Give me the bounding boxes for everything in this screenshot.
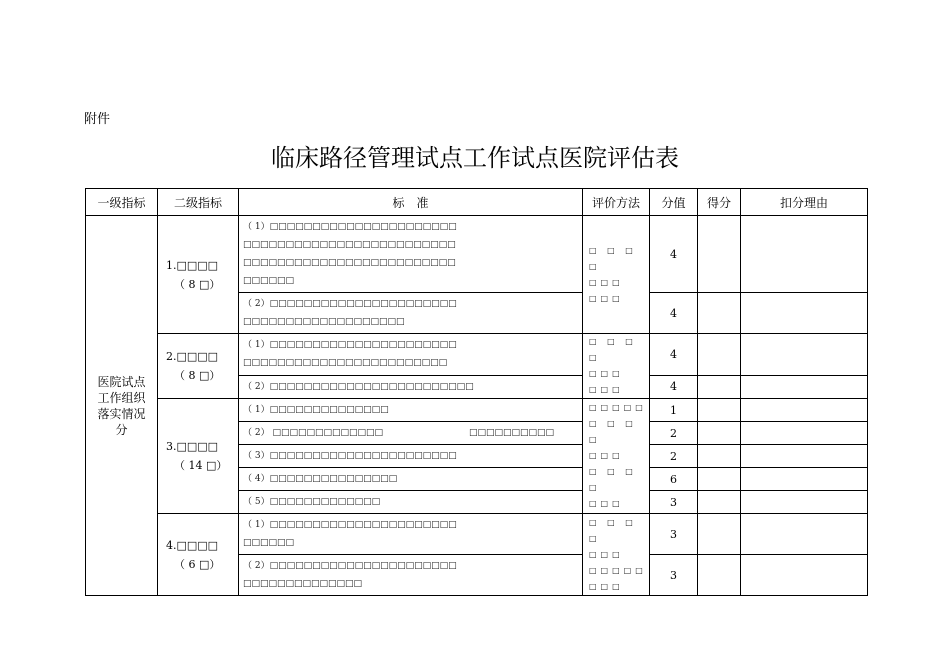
standard-line: □□□□□□ [243,276,295,286]
method-line: □□□ [589,369,624,378]
deduction-reason-cell[interactable] [741,422,868,445]
level2-cell [158,216,239,334]
standard-line: □□□□□□□□□□□□□□□□□□□□□□□□□ [243,258,456,268]
obtained-score-cell[interactable] [698,293,741,334]
deduction-reason-cell[interactable] [741,399,868,422]
standard-cell [239,555,583,596]
level2-line: （ 8 □） [174,369,221,382]
obtained-score-cell[interactable] [698,334,741,376]
table-row [86,216,868,293]
level2-cell [158,334,239,399]
standard-line: （ 3）□□□□□□□□□□□□□□□□□□□□□□ [243,451,457,461]
standard-line: □□□□□□□□□□□□□□□□□□□□□□□□□ [243,240,456,250]
method-line: □ □ □ □ [589,419,637,444]
obtained-score-cell[interactable] [698,468,741,491]
deduction-reason-cell[interactable] [741,491,868,514]
method-cell [583,514,650,596]
method-line: □□□ [589,277,624,287]
level2-line: 2.□□□□ [166,350,219,363]
obtained-score-cell[interactable] [698,491,741,514]
obtained-score-cell[interactable] [698,422,741,445]
score-cell: 2 [650,445,698,468]
score-cell: 4 [650,293,698,334]
header-level2: 二级指标 [158,189,239,216]
method-line: □ □ □ □ [589,337,637,362]
deduction-reason-cell[interactable] [741,334,868,376]
deduction-reason-cell[interactable] [741,375,868,398]
method-line: □□□□□ [589,403,647,412]
method-line: □□□ [589,451,624,460]
deduction-reason-cell[interactable] [741,293,868,334]
method-line: □□□ [589,385,624,394]
standard-line: □□□□□□ [243,538,295,548]
standard-line: （ 1）□□□□□□□□□□□□□□ [243,405,389,415]
method-line: □□□ [589,549,624,559]
method-line: □ □ □ □ [589,245,637,271]
level2-line: 4.□□□□ [166,538,219,552]
standard-line: （ 1）□□□□□□□□□□□□□□□□□□□□□□ [243,340,457,351]
evaluation-table [85,188,868,596]
standard-line: （ 1）□□□□□□□□□□□□□□□□□□□□□□ [243,222,457,232]
method-cell [583,399,650,514]
level2-cell [158,514,239,596]
level1-line: 分 [115,422,128,437]
score-cell: 4 [650,334,698,376]
score-cell: 3 [650,514,698,555]
header-standard: 标 准 [239,189,583,216]
standard-line: □□□□□□□□□□□□□□□□□□□□□□□□ [243,358,448,369]
level2-line: （ 6 □） [174,557,221,571]
standard-line: □□□□□□□□□□ [469,428,555,438]
standard-cell [239,491,583,514]
standard-line: （ 1）□□□□□□□□□□□□□□□□□□□□□□ [243,520,457,530]
header-level1: 一级指标 [86,189,158,216]
attachment-label: 附件 [84,112,111,127]
header-obtained: 得分 [698,189,741,216]
standard-cell [239,334,583,376]
score-cell: 1 [650,399,698,422]
deduction-reason-cell[interactable] [741,514,868,555]
standard-cell [239,445,583,468]
standard-cell [239,293,583,334]
standard-cell [239,375,583,398]
table-header-row [86,189,868,216]
method-cell [583,216,650,334]
table-row [86,514,868,555]
deduction-reason-cell[interactable] [741,216,868,293]
level1-line: 落实情况 [97,406,146,421]
method-line: □□□ [589,581,624,591]
deduction-reason-cell[interactable] [741,468,868,491]
method-line: □ □ □ □ [589,517,637,543]
obtained-score-cell[interactable] [698,375,741,398]
standard-line: □□□□□□□□□□□□□□□□□□□ [243,317,405,327]
deduction-reason-cell[interactable] [741,555,868,596]
method-line: □□□ [589,293,624,303]
level2-line: 3.□□□□ [166,440,219,453]
document-title: 临床路径管理试点工作试点医院评估表 [271,144,679,172]
standard-cell [239,514,583,555]
method-line: □ □ □ □ [589,467,637,492]
table-row [86,334,868,376]
obtained-score-cell[interactable] [698,399,741,422]
level2-cell [158,399,239,514]
level1-line: 医院试点 [97,374,146,389]
score-cell: 2 [650,422,698,445]
score-cell: 3 [650,491,698,514]
score-cell: 6 [650,468,698,491]
level1-cell [86,216,158,596]
level2-line: （ 14 □） [174,459,228,472]
standard-line: （ 2）□□□□□□□□□□□□□□□□□□□□□□ [243,299,457,309]
header-deduction-reason: 扣分理由 [741,189,868,216]
level2-line: 1.□□□□ [166,258,219,272]
method-line: □□□ [589,499,624,508]
obtained-score-cell[interactable] [698,445,741,468]
score-cell: 4 [650,216,698,293]
level1-line: 工作组织 [97,390,146,405]
method-line: □□□□□ [589,565,647,575]
standard-line: （ 5）□□□□□□□□□□□□□ [243,497,381,507]
standard-line: （ 2） □□□□□□□□□□□□□ [243,428,383,438]
score-cell: 3 [650,555,698,596]
header-score: 分值 [650,189,698,216]
header-method: 评价方法 [583,189,650,216]
method-cell [583,334,650,399]
standard-line: （ 2）□□□□□□□□□□□□□□□□□□□□□□ [243,561,457,571]
standard-cell [239,468,583,491]
deduction-reason-cell[interactable] [741,445,868,468]
obtained-score-cell[interactable] [698,555,741,596]
obtained-score-cell[interactable] [698,216,741,293]
standard-line: （ 2）□□□□□□□□□□□□□□□□□□□□□□□□ [243,381,474,392]
standard-cell [239,399,583,422]
table-row [86,399,868,422]
level2-line: （ 8 □） [174,277,221,291]
standard-line: □□□□□□□□□□□□□□ [243,579,363,589]
standard-line: （ 4）□□□□□□□□□□□□□□□ [243,474,398,484]
standard-cell [239,216,583,293]
score-cell: 4 [650,375,698,398]
obtained-score-cell[interactable] [698,514,741,555]
standard-cell [239,422,583,445]
